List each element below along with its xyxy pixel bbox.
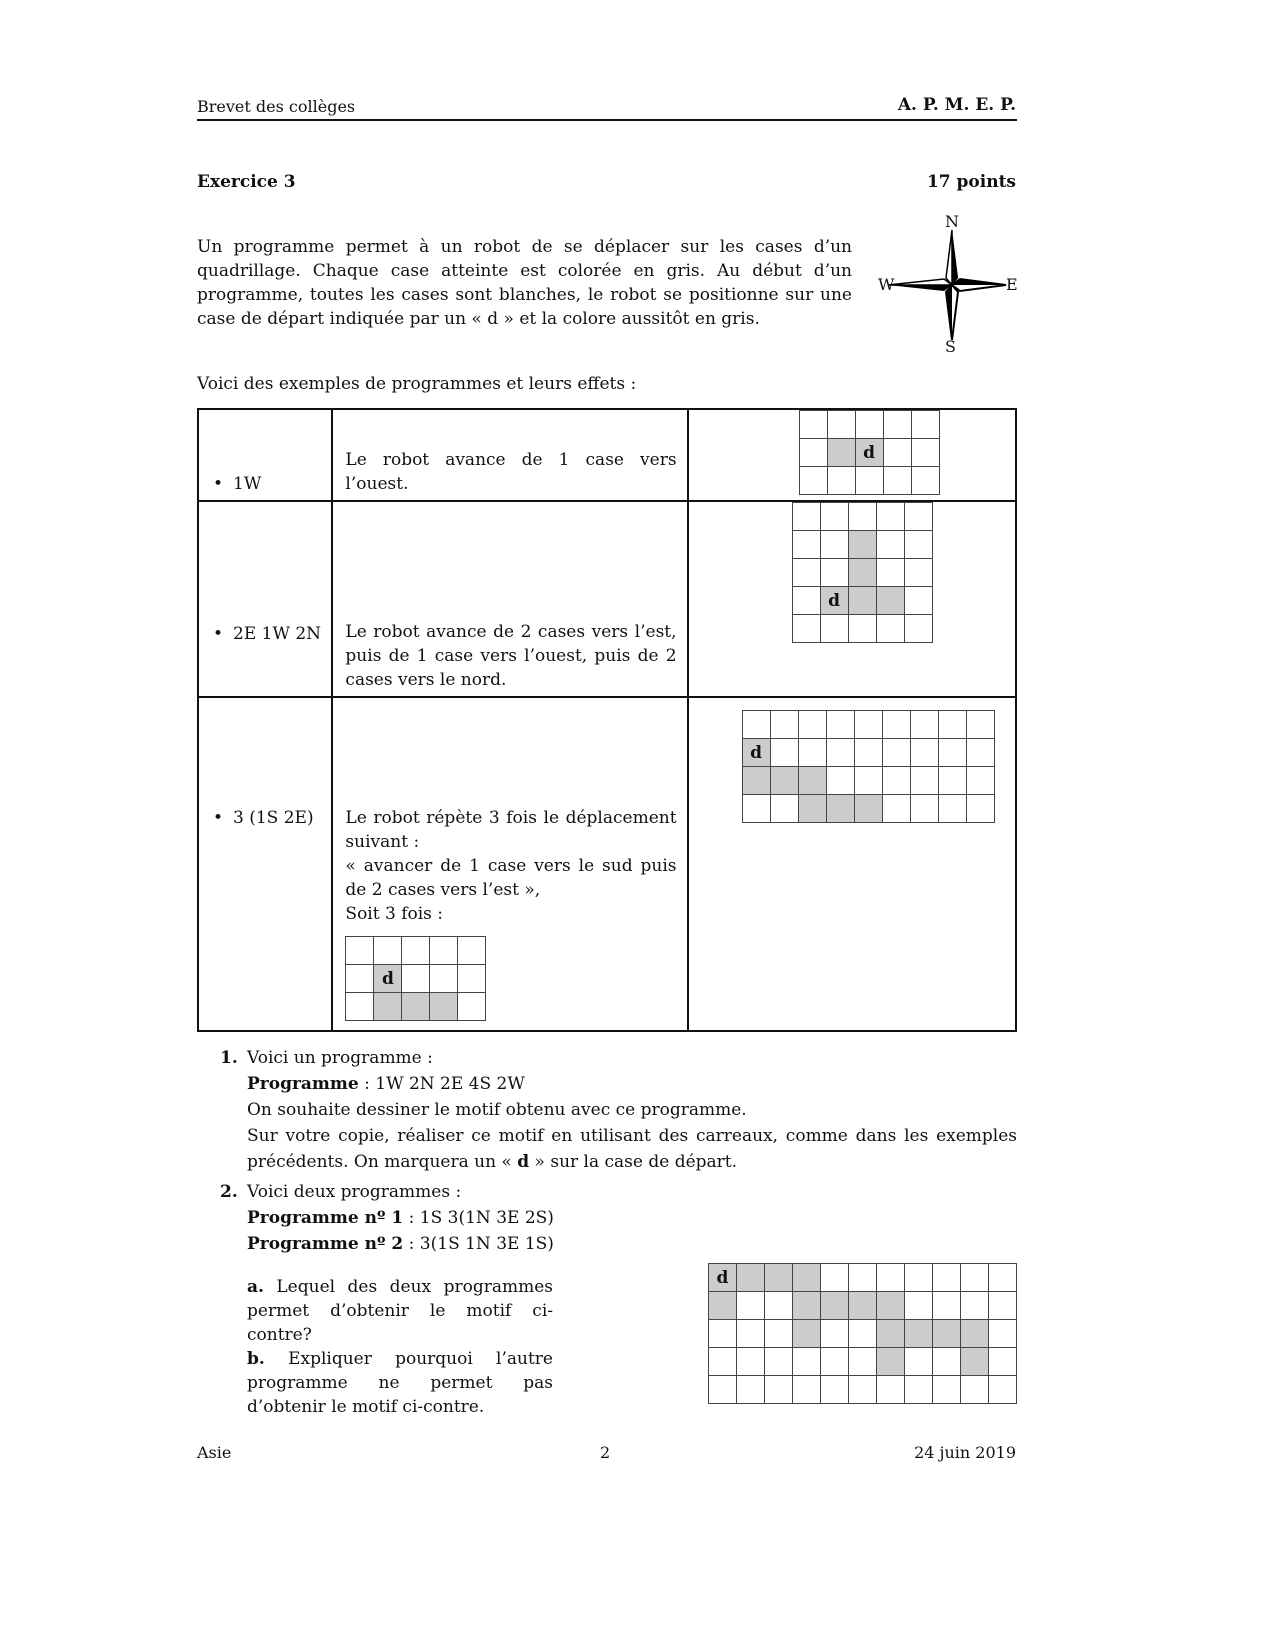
- question-line: On souhaite dessiner le motif obtenu avec ce programme.: [247, 1100, 747, 1120]
- grid-cell: [854, 710, 883, 739]
- grid-cell: [848, 558, 877, 587]
- grid-cell: [883, 466, 912, 495]
- grid-cell: [855, 466, 884, 495]
- grid-cell: [932, 1375, 961, 1404]
- example-grid: [742, 710, 994, 822]
- grid-cell: [904, 558, 933, 587]
- examples-title: Voici des exemples de programmes et leurs effets :: [197, 374, 637, 394]
- grid-cell: [820, 1319, 849, 1348]
- example-program-cell: [198, 409, 332, 501]
- grid-cell: [966, 710, 995, 739]
- grid-cell: [854, 766, 883, 795]
- question-number: 1.: [220, 1048, 238, 1068]
- intro-paragraph: Un programme permet à un robot de se déplacer sur les cases d’un quadrillage. Chaque case atteinte est colorée en gris. Au début d’un programme, toutes les cases sont blanches, le robot se positionne sur une case de départ indiquée par un « d » et la colore aussitôt en gris.: [197, 237, 852, 329]
- grid-cell: [826, 710, 855, 739]
- grid-cell: [798, 794, 827, 823]
- grid-cell: [904, 1263, 933, 1292]
- example-program: 3 (1S 2E): [233, 808, 314, 828]
- grid-cell: [932, 1347, 961, 1376]
- footer-page-number: 2: [600, 1443, 611, 1462]
- grid-cell: [820, 1263, 849, 1292]
- grid-cell: [820, 1347, 849, 1376]
- grid-cell: [932, 1319, 961, 1348]
- part-a-label: a.: [247, 1277, 264, 1297]
- grid-cell: d: [373, 964, 402, 993]
- grid-cell: [792, 586, 821, 615]
- grid-cell: [792, 614, 821, 643]
- grid-cell: [792, 1319, 821, 1348]
- example-program: 1W: [233, 474, 262, 494]
- header-right: A. P. M. E. P.: [897, 95, 1016, 115]
- grid-cell: [742, 766, 771, 795]
- grid-cell: [429, 964, 458, 993]
- question-2: [220, 1179, 1017, 1257]
- compass-south-label: S: [945, 337, 956, 356]
- grid-cell: [736, 1347, 765, 1376]
- grid-cell: [820, 614, 849, 643]
- grid-cell: [742, 710, 771, 739]
- grid-cell: [876, 614, 905, 643]
- inner-grid-wrap: [345, 926, 676, 1026]
- example-grid: [792, 502, 932, 642]
- example-description: Le robot avance de 1 case vers l’ouest.: [332, 409, 687, 501]
- example-grid-cell: [688, 409, 1016, 501]
- grid-cell: [848, 586, 877, 615]
- grid-cell: [708, 1347, 737, 1376]
- grid-cell: [798, 738, 827, 767]
- compass-west-label: W: [878, 275, 895, 294]
- grid-cell: [736, 1263, 765, 1292]
- grid-cell: [882, 794, 911, 823]
- grid-cell: [848, 1375, 877, 1404]
- grid-cell: [932, 1291, 961, 1320]
- part-b-text: Expliquer pourquoi l’autre programme ne permet pas d’obtenir le motif ci-contre.: [247, 1349, 553, 1417]
- grid-cell: [736, 1291, 765, 1320]
- question-1: [220, 1045, 1017, 1175]
- grid-cell: [820, 530, 849, 559]
- example-grid: [799, 410, 939, 494]
- compass-north-label: N: [945, 212, 959, 231]
- grid-cell: [904, 502, 933, 531]
- grid-cell: [736, 1375, 765, 1404]
- grid-cell: [764, 1291, 793, 1320]
- exercise-title: Exercice 3: [197, 172, 296, 192]
- grid-cell: [854, 738, 883, 767]
- grid-cell: [848, 1347, 877, 1376]
- grid-cell: [820, 502, 849, 531]
- questions: [220, 1045, 1017, 1257]
- question-intro: Voici un programme :: [247, 1048, 433, 1068]
- example-row: [198, 501, 1016, 697]
- grid-cell: [904, 1319, 933, 1348]
- program-2: Programme nº 2 : 3(1S 1N 3E 1S): [247, 1234, 554, 1254]
- grid-cell: [876, 1375, 905, 1404]
- examples-table: [197, 408, 1017, 1032]
- example-description-line: Le robot répète 3 fois le déplacement suivant :: [345, 808, 677, 852]
- grid-cell: [966, 738, 995, 767]
- grid-cell: [827, 438, 856, 467]
- grid-cell: [910, 710, 939, 739]
- example-row: [198, 697, 1016, 1031]
- grid-cell: [876, 1319, 905, 1348]
- example-program-cell: [198, 501, 332, 697]
- grid-cell: [910, 766, 939, 795]
- question-program: [247, 1071, 1017, 1097]
- grid-cell: [799, 466, 828, 495]
- grid-cell: [820, 1375, 849, 1404]
- grid-cell: [820, 1291, 849, 1320]
- grid-cell: [910, 738, 939, 767]
- grid-cell: [429, 992, 458, 1021]
- grid-cell: [960, 1319, 989, 1348]
- grid-cell: [938, 766, 967, 795]
- bullet-icon: •: [213, 624, 224, 644]
- grid-cell: [876, 1263, 905, 1292]
- grid-cell: [882, 766, 911, 795]
- grid-cell: [938, 738, 967, 767]
- grid-cell: [966, 766, 995, 795]
- compass-east-label: E: [1006, 275, 1018, 294]
- example-description-line: Soit 3 fois :: [345, 904, 444, 924]
- grid-cell: [401, 992, 430, 1021]
- grid-cell: [910, 794, 939, 823]
- exercise-points: 17 points: [926, 172, 1016, 192]
- grid-cell: [904, 1347, 933, 1376]
- grid-cell: [401, 964, 430, 993]
- compass-star-icon: [878, 212, 1023, 357]
- grid-cell: [770, 766, 799, 795]
- bullet-icon: •: [213, 808, 224, 828]
- grid-cell: [960, 1291, 989, 1320]
- grid-cell: [988, 1347, 1017, 1376]
- example-description-line: « avancer de 1 case vers le sud puis de 2 cases vers l’est »,: [345, 856, 677, 900]
- grid-cell: [938, 794, 967, 823]
- part-a-text: Lequel des deux programmes permet d’obtenir le motif ci-contre?: [247, 1277, 553, 1345]
- grid-cell: [770, 738, 799, 767]
- grid-cell: [826, 738, 855, 767]
- grid-cell: [883, 438, 912, 467]
- question-intro: Voici deux programmes :: [247, 1182, 462, 1202]
- grid-cell: [848, 502, 877, 531]
- grid-cell: [876, 558, 905, 587]
- part-b-label: b.: [247, 1349, 265, 1369]
- grid-cell: [904, 614, 933, 643]
- grid-cell: [345, 992, 374, 1021]
- grid-cell: [708, 1291, 737, 1320]
- grid-cell: [764, 1375, 793, 1404]
- grid-cell: [792, 1263, 821, 1292]
- grid-cell: d: [820, 586, 849, 615]
- question-2-motif-grid: [708, 1263, 1016, 1403]
- grid-cell: [401, 936, 430, 965]
- grid-cell: [932, 1263, 961, 1292]
- grid-cell: [848, 530, 877, 559]
- grid-cell: [799, 438, 828, 467]
- grid-cell: [876, 1347, 905, 1376]
- grid-cell: [960, 1263, 989, 1292]
- example-row: [198, 409, 1016, 501]
- question-number: 2.: [220, 1182, 238, 1202]
- grid-cell: [988, 1375, 1017, 1404]
- grid-cell: [798, 766, 827, 795]
- footer-date: 24 juin 2019: [914, 1443, 1016, 1462]
- grid-cell: [457, 936, 486, 965]
- grid-cell: [960, 1375, 989, 1404]
- grid-cell: [904, 586, 933, 615]
- program-label: Programme: [247, 1074, 359, 1094]
- header-left: Brevet des collèges: [197, 97, 356, 116]
- program-1: Programme nº 1 : 1S 3(1N 3E 2S): [247, 1208, 554, 1228]
- grid-cell: [854, 794, 883, 823]
- grid-cell: [848, 1263, 877, 1292]
- grid-cell: [911, 466, 940, 495]
- grid-cell: [736, 1319, 765, 1348]
- grid-cell: [966, 794, 995, 823]
- grid-cell: d: [708, 1263, 737, 1292]
- example-grid-cell: [688, 501, 1016, 697]
- grid-cell: [848, 1291, 877, 1320]
- grid-cell: d: [855, 438, 884, 467]
- grid-cell: [792, 502, 821, 531]
- grid-cell: [792, 1375, 821, 1404]
- inner-example-grid: [345, 936, 485, 1020]
- grid-cell: [770, 710, 799, 739]
- grid-cell: [429, 936, 458, 965]
- grid-cell: [457, 964, 486, 993]
- grid-cell: [960, 1347, 989, 1376]
- grid-cell: [882, 738, 911, 767]
- grid-cell: [457, 992, 486, 1021]
- example-description-cell: [332, 697, 687, 1031]
- grid-cell: [345, 964, 374, 993]
- header-rule: [197, 119, 1017, 121]
- grid-cell: [826, 794, 855, 823]
- compass-rose-icon: [878, 212, 1023, 357]
- example-program-cell: [198, 697, 332, 1031]
- example-grid-cell: [688, 697, 1016, 1031]
- grid-cell: [876, 502, 905, 531]
- grid-cell: [848, 614, 877, 643]
- grid-cell: [883, 410, 912, 439]
- grid-cell: [904, 1375, 933, 1404]
- grid-cell: [764, 1263, 793, 1292]
- grid-cell: [373, 936, 402, 965]
- grid-cell: d: [742, 738, 771, 767]
- grid-cell: [988, 1291, 1017, 1320]
- grid-cell: [911, 410, 940, 439]
- grid-cell: [770, 794, 799, 823]
- grid-cell: [820, 558, 849, 587]
- grid-cell: [708, 1319, 737, 1348]
- program-value: : 1W 2N 2E 4S 2W: [358, 1074, 525, 1094]
- grid-cell: [911, 438, 940, 467]
- grid-cell: [855, 410, 884, 439]
- question-2-parts: [247, 1275, 553, 1419]
- grid-cell: [792, 1291, 821, 1320]
- grid-cell: [764, 1319, 793, 1348]
- grid-cell: [742, 794, 771, 823]
- grid-cell: [345, 936, 374, 965]
- grid-cell: [882, 710, 911, 739]
- grid-cell: [792, 1347, 821, 1376]
- grid-cell: [792, 558, 821, 587]
- grid-cell: [826, 766, 855, 795]
- grid-cell: [373, 992, 402, 1021]
- grid-cell: [827, 466, 856, 495]
- footer-left: Asie: [197, 1443, 232, 1462]
- grid-cell: [988, 1319, 1017, 1348]
- example-program: 2E 1W 2N: [233, 624, 322, 644]
- grid-cell: [764, 1347, 793, 1376]
- grid-cell: [904, 1291, 933, 1320]
- grid-cell: [792, 530, 821, 559]
- grid-cell: [827, 410, 856, 439]
- grid-cell: [938, 710, 967, 739]
- grid-cell: [708, 1375, 737, 1404]
- grid-cell: [988, 1263, 1017, 1292]
- grid-cell: [798, 710, 827, 739]
- grid-cell: [876, 1291, 905, 1320]
- grid-cell: [799, 410, 828, 439]
- bullet-icon: •: [213, 474, 224, 494]
- example-description: Le robot avance de 2 cases vers l’est, puis de 1 case vers l’ouest, puis de 2 cases vers le nord.: [332, 501, 687, 697]
- grid-cell: [876, 530, 905, 559]
- grid-cell: [848, 1319, 877, 1348]
- question-line: Sur votre copie, réaliser ce motif en utilisant des carreaux, comme dans les exemples précédents. On marquera un « d » sur la case de départ.: [247, 1126, 1017, 1172]
- grid-cell: [904, 530, 933, 559]
- grid-cell: [876, 586, 905, 615]
